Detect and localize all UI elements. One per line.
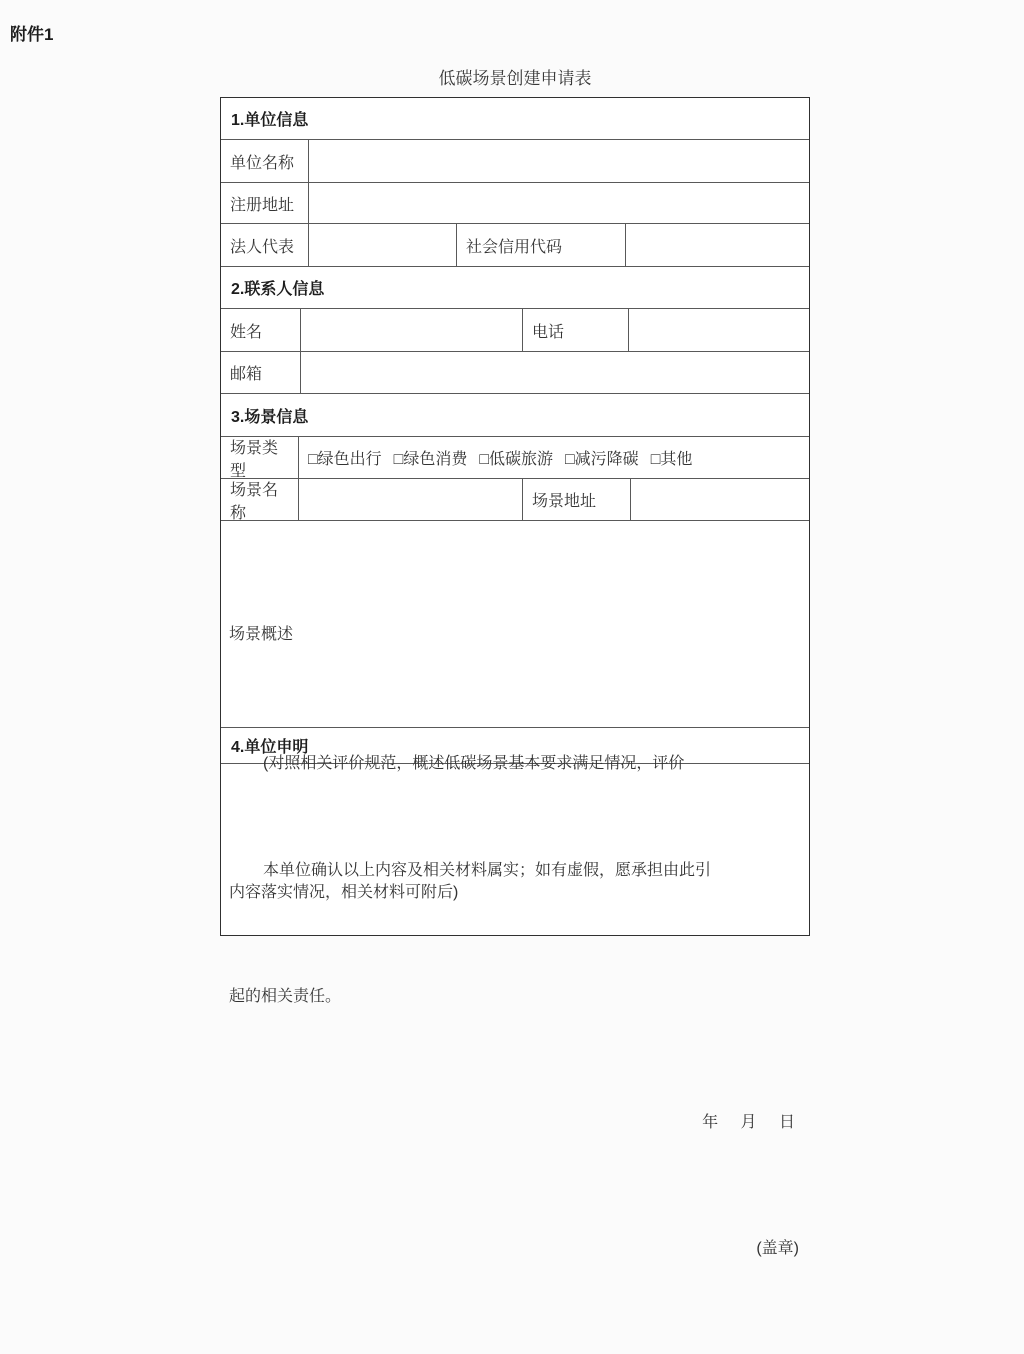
checkbox-option-pollution-carbon-reduction[interactable]: □减污降碳 [565, 451, 639, 468]
section-3-header: 3.场景信息 [231, 408, 309, 426]
scene-overview-label: 场景概述 [229, 626, 294, 643]
section-2-header: 2.联系人信息 [231, 281, 325, 298]
contact-name-field[interactable] [301, 309, 523, 351]
attachment-label: 附件1 [10, 25, 54, 44]
legal-representative-field[interactable] [309, 224, 457, 266]
scene-address-field[interactable] [631, 479, 809, 520]
unit-name-field[interactable] [309, 140, 809, 182]
scene-name-field[interactable] [299, 479, 523, 520]
scene-overview-note-line1: (对照相关评价规范，概述低碳场景基本要求满足情况，评价 [263, 755, 685, 772]
form-title: 低碳场景创建申请表 [438, 69, 592, 88]
contact-name-label: 姓名 [221, 309, 301, 351]
legal-representative-label: 法人代表 [221, 224, 309, 266]
date-line[interactable]: 年 月 日 [702, 1114, 795, 1131]
checkbox-option-green-travel[interactable]: □绿色出行 [308, 451, 382, 468]
registered-address-field[interactable] [309, 183, 809, 223]
email-label: 邮箱 [221, 352, 301, 393]
declaration-field [221, 764, 809, 1257]
section-4-header: 4.单位申明 [231, 739, 309, 756]
declaration-line1: 本单位确认以上内容及相关材料属实；如有虚假，愿承担由此引 [263, 862, 712, 879]
phone-label: 电话 [523, 309, 629, 351]
scene-name-label: 场景名称 [221, 479, 299, 520]
section-1-header: 1.单位信息 [231, 112, 309, 129]
scene-type-label: 场景类型 [221, 437, 299, 478]
social-credit-code-field[interactable] [626, 224, 809, 266]
checkbox-option-green-consumption[interactable]: □绿色消费 [393, 451, 468, 468]
checkbox-option-other[interactable]: □其他 [650, 451, 693, 468]
social-credit-code-label: 社会信用代码 [457, 224, 626, 266]
application-form-table [220, 97, 810, 1257]
scene-type-options [299, 437, 809, 478]
checkbox-option-low-carbon-tourism[interactable]: □低碳旅游 [479, 451, 554, 468]
declaration-line2: 起的相关责任。 [229, 988, 342, 1005]
seal-line: (盖章) [756, 1240, 799, 1257]
phone-field[interactable] [629, 309, 809, 351]
scene-address-label: 场景地址 [523, 479, 631, 520]
scene-overview-note-line2: 内容落实情况，相关材料可附后) [229, 884, 459, 901]
email-field[interactable] [301, 352, 809, 393]
registered-address-label: 注册地址 [221, 183, 309, 223]
unit-name-label: 单位名称 [221, 140, 309, 182]
